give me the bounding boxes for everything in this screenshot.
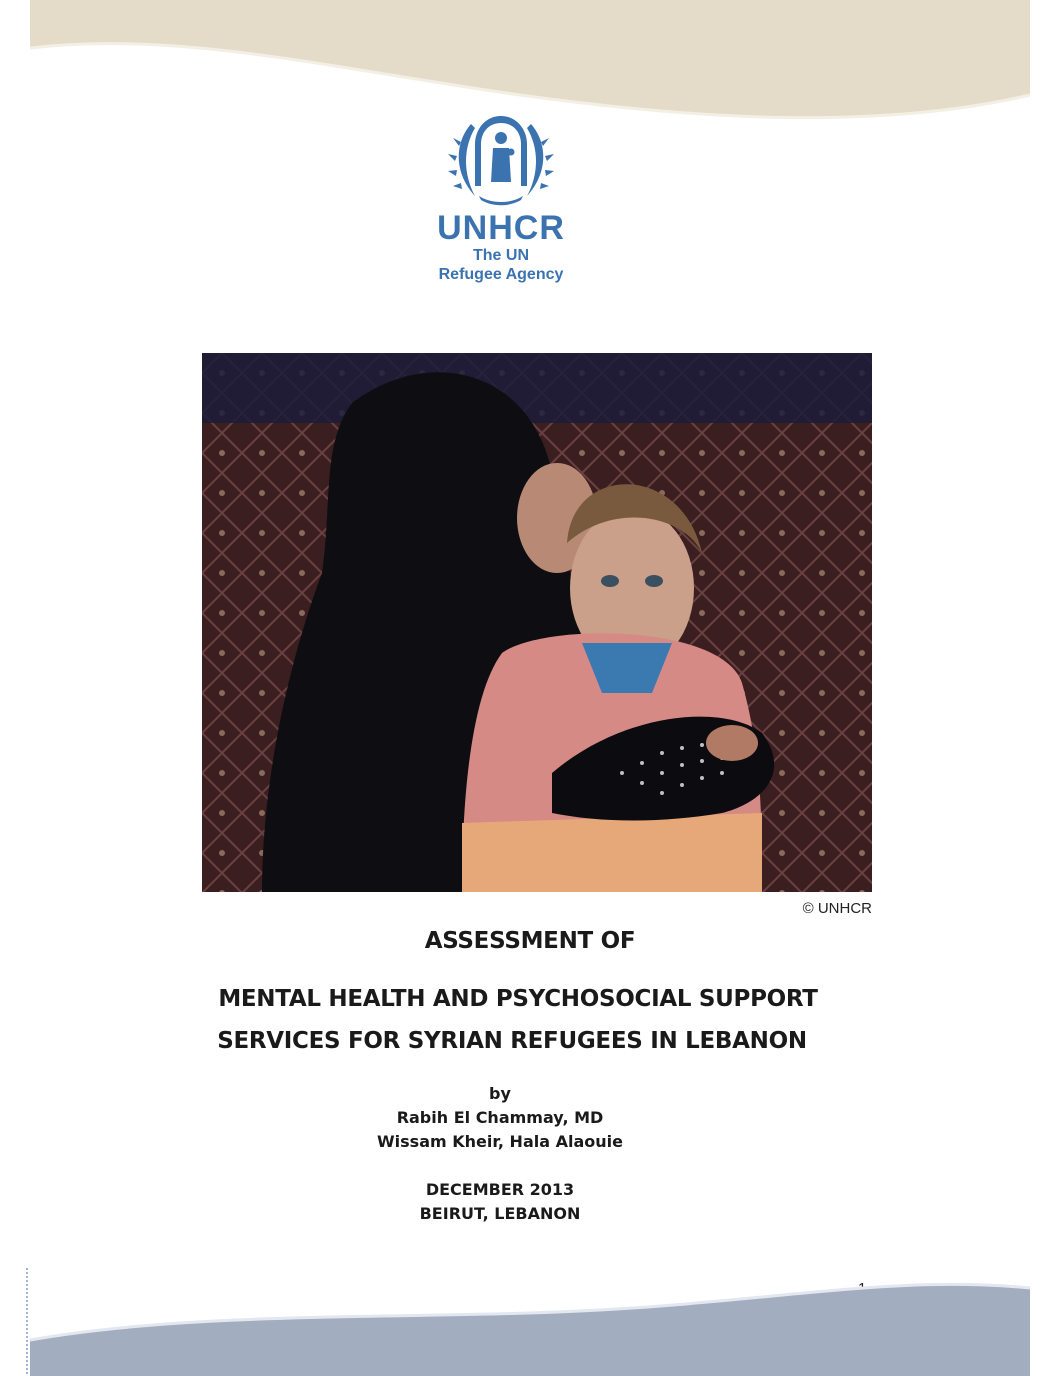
- unhcr-logo: [426, 112, 576, 284]
- logo-name: UNHCR: [437, 209, 565, 247]
- cover-photo: [202, 353, 872, 892]
- bottom-wave-decoration: [0, 1270, 1060, 1376]
- title-line-2: MENTAL HEALTH AND PSYCHOSOCIAL SUPPORT: [218, 986, 818, 1012]
- cover-photo-illustration: [202, 353, 872, 892]
- photo-credit: © UNHCR: [802, 900, 872, 917]
- unhcr-emblem-icon: [441, 112, 561, 208]
- title-line-3: SERVICES FOR SYRIAN REFUGEES IN LEBANON: [217, 1028, 807, 1054]
- publication-place: BEIRUT, LEBANON: [419, 1204, 581, 1223]
- logo-subtitle-line1: The UN: [473, 247, 529, 264]
- logo-subtitle-line2: Refugee Agency: [438, 266, 564, 283]
- byline-by: by: [489, 1084, 511, 1103]
- publication-date: DECEMBER 2013: [425, 1180, 575, 1199]
- title-line-1: ASSESSMENT OF: [424, 928, 636, 954]
- author-1: Rabih El Chammay, MD: [396, 1108, 604, 1127]
- author-2: Wissam Kheir, Hala Alaouie: [377, 1132, 623, 1151]
- top-wave-decoration: [0, 0, 1060, 130]
